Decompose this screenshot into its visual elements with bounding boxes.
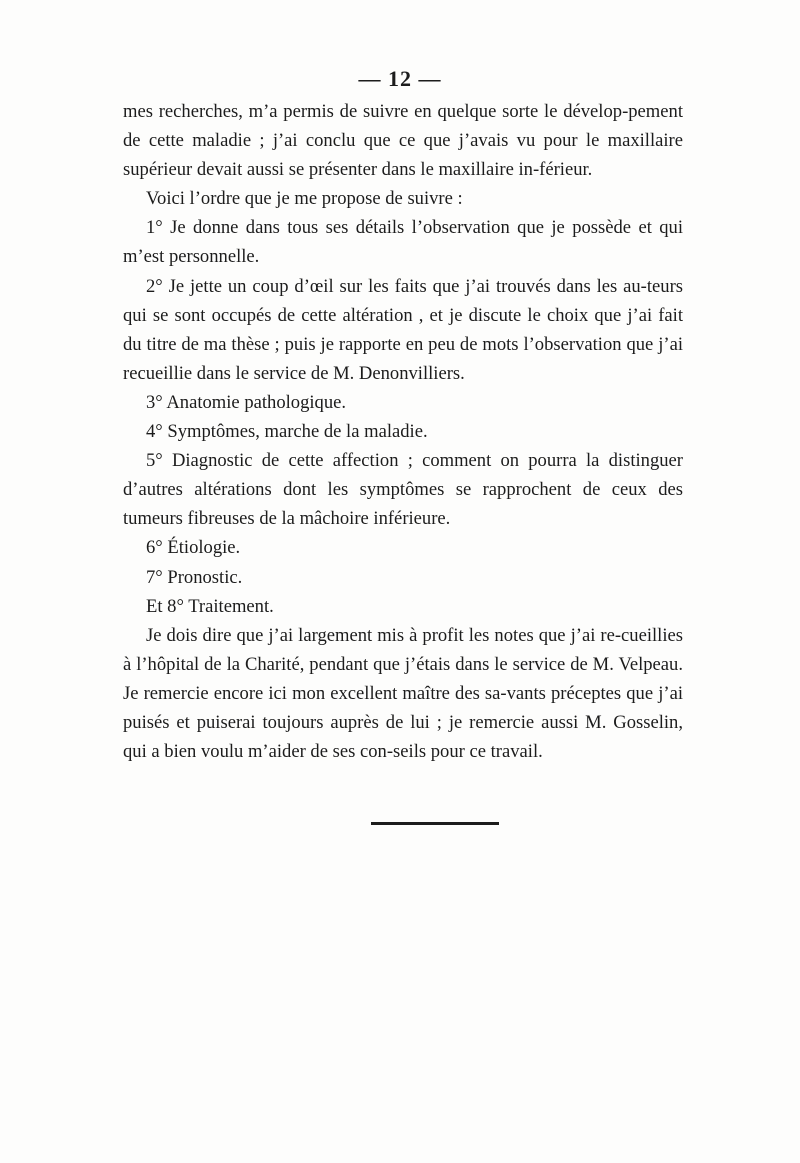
closing-rule xyxy=(371,822,499,825)
paragraph-acknowledgements: Je dois dire que j’ai largement mis à profit les notes que j’ai re-cueillies à l’hôpital de la Charité, pendant que j’étais dans le service de M. Velpeau. Je remercie encore ici mon excellent maître des sa-vants préceptes que j’ai puisés et puiserai toujours auprès de lui ; je remercie aussi M. Gosselin, qui a bien voulu m’aider de ses con-seils pour ce travail. xyxy=(123,624,683,763)
paragraph-item-4: 4° Symptômes, marche de la maladie. xyxy=(146,421,428,443)
paragraph-item-6: 6° Étiologie. xyxy=(146,537,241,559)
paragraph-continuation: mes recherches, m’a permis de suivre en quelque sorte le dévelop-pement de cette maladie ; j’ai conclu que ce que j’avais vu pour le maxillaire supérieur devait aussi se présenter dans le maxillaire in-férieur. xyxy=(123,101,683,181)
body-text xyxy=(123,97,683,766)
paragraph-item-2: 2° Je jette un coup d’œil sur les faits que j’ai trouvés dans les au-teurs qui se sont occupés de cette altération , et je discute le choix que j’ai fait du titre de ma thèse ; puis je rapporte en peu de mots l’observation que j’ai recueillie dans le service de M. Denonvilliers. xyxy=(123,275,683,384)
paragraph-item-7: 7° Pronostic. xyxy=(146,566,243,588)
paragraph-item-5: 5° Diagnostic de cette affection ; comment on pourra la distinguer d’autres altérations dont les symptômes se rapprochent de ceux des tumeurs fibreuses de la mâchoire inférieure. xyxy=(123,450,683,530)
paragraph-plan-intro: Voici l’ordre que je me propose de suivre : xyxy=(146,188,463,210)
paragraph-item-8: Et 8° Traitement. xyxy=(146,595,274,617)
paragraph-item-3: 3° Anatomie pathologique. xyxy=(146,391,347,413)
paragraph-item-1: 1° Je donne dans tous ses détails l’observation que je possède et qui m’est personnelle. xyxy=(123,217,683,268)
page-number: — 12 — xyxy=(358,66,442,91)
